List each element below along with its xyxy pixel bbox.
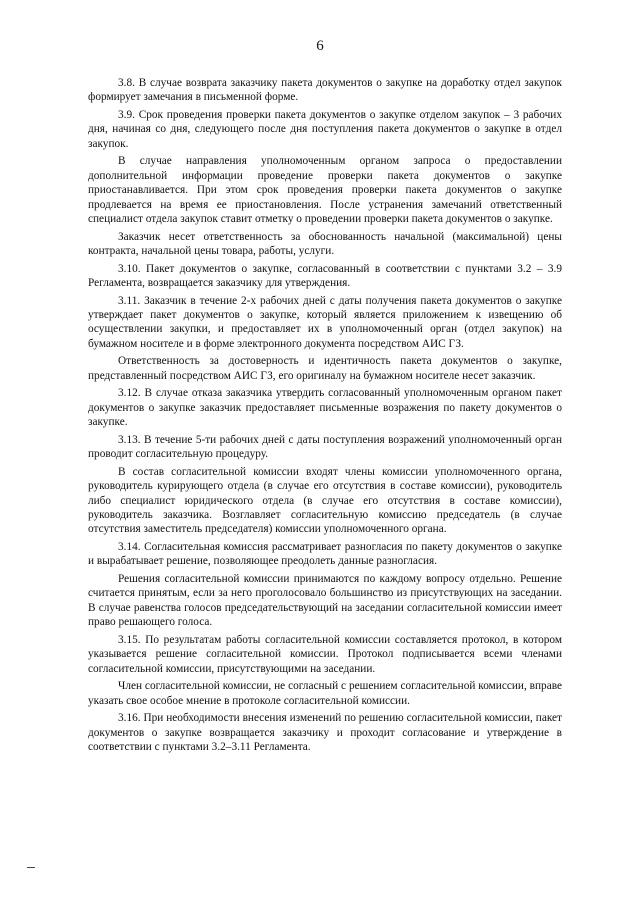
paragraph-customer-responsibility-docs: Ответственность за достоверность и идентичность пакета документов о закупке, представленный посредством АИС ГЗ, его оригиналу на бумажном носителе несет заказчик. bbox=[88, 355, 562, 382]
paragraph-3-8: 3.8. В случае возврата заказчику пакета документов о закупке на доработку отдел закупок формирует замечания в письменной форме. bbox=[88, 77, 562, 104]
scan-edge-mark bbox=[27, 867, 35, 868]
page-number: 6 bbox=[316, 38, 324, 54]
paragraph-3-9: 3.9. Срок проведения проверки пакета документов о закупке отделом закупок – 3 рабочих дня, начиная со дня, следующего после дня поступления пакета документов о закупке в отдел закупок. bbox=[88, 109, 562, 150]
paragraph-3-12: 3.12. В случае отказа заказчика утвердить согласованный уполномоченным органом пакет документов о закупке заказчик предоставляет письменные возражения по пакету документов о закупке. bbox=[88, 387, 562, 429]
document-body bbox=[88, 76, 562, 758]
paragraph-3-10: 3.10. Пакет документов о закупке, согласованный в соответствии с пунктами 3.2 – 3.9 Регламента, возвращается заказчику для утверждения. bbox=[88, 262, 562, 290]
paragraph-3-15: 3.15. По результатам работы согласительной комиссии составляется протокол, в котором указывается решение согласительной комиссии. Протокол подписывается всеми членами согласительной комиссии, присутствующими на заседании. bbox=[88, 633, 562, 675]
paragraph-commission-decisions: Решения согласительной комиссии принимаются по каждому вопросу отдельно. Решение считается принятым, если за него проголосовало большинство из присутствующих на заседании. В случае равенства голосов председательствующий на заседании согласительной комиссии имеет право решающего голоса. bbox=[88, 573, 562, 629]
paragraph-dissenting-opinion: Член согласительной комиссии, не согласный с решением согласительной комиссии, вправе указать свое особое мнение в протоколе согласительной комиссии. bbox=[88, 680, 562, 707]
paragraph-commission-composition: В состав согласительной комиссии входят члены комиссии уполномоченного органа, руководитель курирующего отдела (в случае его отсутствия в составе комиссии), руководитель либо специалист юридического отдела (в случае его отсутствия в составе комиссии), руководитель заказчика. Возглавляет согласительную комиссию председатель (в случае отсутствия заместитель председателя) комиссии уполномоченного органа. bbox=[88, 465, 562, 536]
paragraph-3-13: 3.13. В течение 5-ти рабочих дней с даты поступления возражений уполномоченный орган проводит согласительную процедуру. bbox=[88, 433, 562, 461]
paragraph-3-16: 3.16. При необходимости внесения изменений по решению согласительной комиссии, пакет документов о закупке возвращается заказчику и проходит согласование и утверждение в соответствии с пунктами 3.2–3.11 Регламента. bbox=[88, 712, 562, 754]
paragraph-3-11: 3.11. Заказчик в течение 2-х рабочих дней с даты получения пакета документов о закупке утверждает пакет документов о закупке, который является приложением к извещению об осуществлении закупки, и предоставляет их в уполномоченный орган (отдел закупок) на бумажном носителе и в форме электронного документа посредством АИС ГЗ. bbox=[88, 294, 562, 350]
paragraph-3-14: 3.14. Согласительная комиссия рассматривает разногласия по пакету документов о закупке и вырабатывает решение, позволяющее преодолеть данные разногласия. bbox=[88, 541, 562, 568]
paragraph-customer-responsibility-price: Заказчик несет ответственность за обоснованность начальной (максимальной) цены контракта, начальной цены товара, работы, услуги. bbox=[88, 230, 562, 258]
paragraph-3-9-suspension: В случае направления уполномоченным органом запроса о предоставлении дополнительной информации проведение проверки пакета документов о закупке приостанавливается. При этом срок проведения проверки пакета документов о закупке продлевается на время ее приостановления. После устранения замечаний ответственный специалист отдела закупок ставит отметку о проведении проверки пакета документов о закупке. bbox=[88, 155, 562, 226]
